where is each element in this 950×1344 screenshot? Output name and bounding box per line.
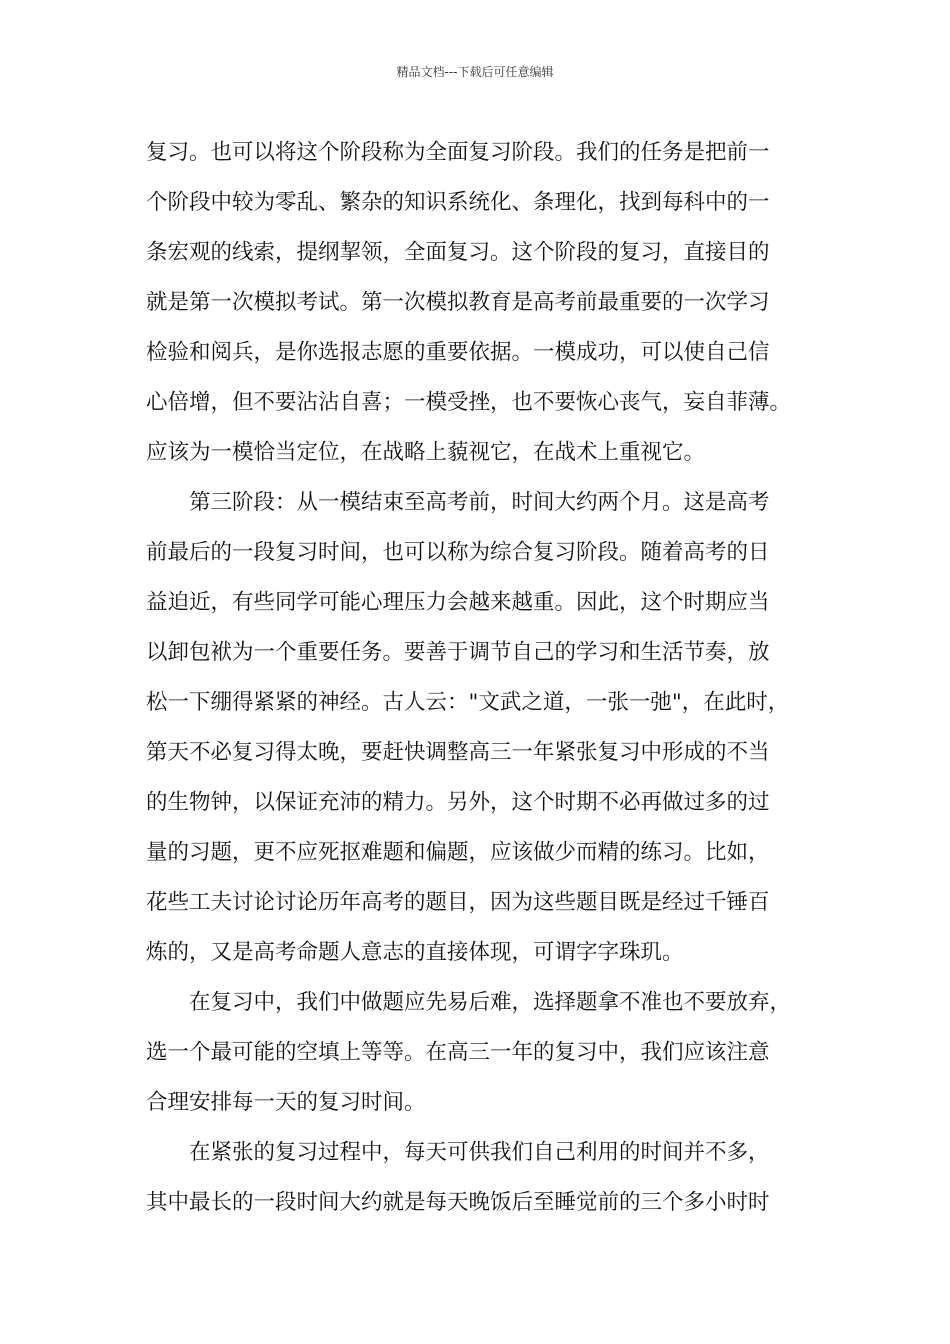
paragraph-start-line: 在复习中，我们中做题应先易后难，选择题拿不准也不要放弃， — [189, 990, 792, 1015]
paragraph-start-line: 在紧张的复习过程中，每天可供我们自己利用的时间并不多， — [189, 1140, 770, 1165]
text-line: 益迫近，有些同学可能心理压力会越来越重。因此，这个时期应当 — [146, 590, 770, 615]
text-line: 其中最长的一段时间大约就是每天晚饭后至睡觉前的三个多小时时 — [146, 1190, 770, 1215]
page-header: 精品文档---下载后可任意编辑 — [396, 65, 554, 79]
text-line: 合理安排每一天的复习时间。 — [146, 1090, 426, 1115]
text-line: 心倍增，但不要沾沾自喜；一模受挫，也不要恢心丧气，妄自菲薄。 — [146, 390, 792, 415]
text-line: 量的习题，更不应死抠难题和偏题，应该做少而精的练习。比如， — [146, 840, 770, 865]
text-line: 前最后的一段复习时间，也可以称为综合复习阶段。随着高考的日 — [146, 540, 770, 565]
text-line: 就是第一次模拟考试。第一次模拟教育是高考前最重要的一次学习 — [146, 290, 770, 315]
text-line: 应该为一模恰当定位，在战略上藐视它，在战术上重视它。 — [146, 440, 706, 465]
text-line: 炼的，又是高考命题人意志的直接体现，可谓字字珠玑。 — [146, 940, 684, 965]
body-text — [146, 128, 836, 1228]
text-line: 的生物钟，以保证充沛的精力。另外，这个时期不必再做过多的过 — [146, 790, 770, 815]
text-line: 复习。也可以将这个阶段称为全面复习阶段。我们的任务是把前一 — [146, 140, 770, 165]
text-line: 以卸包袱为一个重要任务。要善于调节自己的学习和生活节奏，放 — [146, 640, 770, 665]
text-line: 检验和阅兵，是你选报志愿的重要依据。一模成功，可以使自己信 — [146, 340, 770, 365]
text-line: 松一下绷得紧紧的神经。古人云："文武之道，一张一弛"，在此时， — [146, 690, 790, 715]
text-line: 第天不必复习得太晚，要赶快调整高三一年紧张复习中形成的不当 — [146, 740, 770, 765]
text-line: 条宏观的线索，提纲挈领，全面复习。这个阶段的复习，直接目的 — [146, 240, 770, 265]
text-line: 花些工夫讨论讨论历年高考的题目，因为这些题目既是经过千锤百 — [146, 890, 770, 915]
text-line: 选一个最可能的空填上等等。在高三一年的复习中，我们应该注意 — [146, 1040, 770, 1065]
paragraph-start-line: 第三阶段：从一模结束至高考前，时间大约两个月。这是高考 — [189, 490, 770, 515]
text-line: 个阶段中较为零乱、繁杂的知识系统化、条理化，找到每科中的一 — [146, 190, 770, 215]
